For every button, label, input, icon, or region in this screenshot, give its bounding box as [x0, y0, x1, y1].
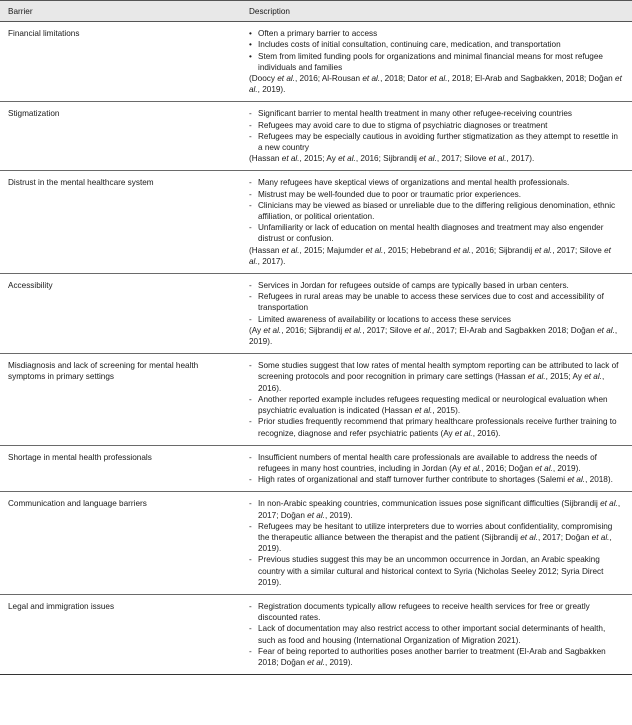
et-al-text: et al. — [584, 372, 602, 382]
text-segment: , 2016; Sijbrandij — [281, 325, 345, 335]
text-segment: , 2017; Silove — [362, 325, 415, 335]
text-segment: , 2017; El-Arab and Sagbakken 2018; Doğan — [431, 325, 598, 335]
text-segment: , 2019). — [257, 85, 286, 95]
description-item — [249, 280, 624, 291]
dash-marker: - — [249, 417, 252, 427]
text-segment: (Hassan — [249, 154, 282, 164]
et-al-text: et al. — [414, 406, 433, 416]
text-segment: , 2015; Hebebrand — [383, 245, 454, 255]
description-item — [249, 108, 624, 119]
et-al-text: et al. — [527, 372, 546, 382]
description-item — [249, 521, 624, 555]
table-row-stigmatization — [0, 102, 632, 171]
et-al-text: et al. — [263, 325, 282, 335]
text-segment: , 2019). — [324, 657, 353, 667]
dash-marker: - — [249, 178, 252, 188]
description-text: Significant barrier to mental health treatment in many other refugee-receiving countries — [258, 109, 573, 119]
barrier-cell: Communication and language barriers — [0, 492, 241, 595]
dash-marker: - — [249, 120, 252, 130]
et-al-text: et al. — [338, 154, 356, 164]
dash-marker: - — [249, 475, 252, 485]
description-text: Services in Jordan for refugees outside of camps are typically based in urban centers. — [258, 281, 569, 291]
text-segment: High rates of organizational and staff turnover further contribute to shortages (Salemi — [258, 475, 568, 485]
text-segment: , 2016). — [258, 372, 605, 393]
et-al-text: et al. — [454, 428, 473, 438]
description-item — [249, 416, 624, 438]
description-cell — [241, 171, 632, 274]
text-segment: , 2015; Majumder — [299, 245, 366, 255]
text-segment: (Hassan — [249, 245, 282, 255]
table-row-shortage-in-mental-health-professionals — [0, 445, 632, 492]
text-segment: , 2016; Doğan — [481, 463, 536, 473]
text-segment: , 2017; Doğan — [258, 499, 621, 520]
et-al-text: et al. — [488, 154, 507, 164]
text-segment: , 2016; Sijbrandij — [355, 154, 420, 164]
barrier-cell: Financial limitations — [0, 22, 241, 102]
table-row-misdiagnosis-and-lack-of-screening-for-mental-health-symptoms-in-primary-settings — [0, 354, 632, 445]
description-list — [249, 108, 624, 153]
description-list — [249, 601, 624, 668]
description-item — [249, 554, 624, 588]
dash-marker: - — [249, 281, 252, 291]
dash-marker: - — [249, 521, 252, 531]
description-text: Refugees may be especially cautious in avoiding further stigmatization as they attempt to resettle in a new country — [258, 131, 618, 153]
description-item — [249, 452, 624, 474]
text-segment: , 2017). — [257, 256, 286, 266]
table-header — [0, 1, 632, 22]
et-al-text: et al. — [307, 657, 325, 667]
et-al-text: et al. — [591, 532, 610, 542]
description-item — [249, 623, 624, 645]
description-item — [249, 474, 624, 485]
description-item — [249, 646, 624, 668]
description-cell — [241, 445, 632, 492]
description-text: Includes costs of initial consultation, continuing care, medication, and transportation — [258, 40, 561, 50]
description-text: Refugees in rural areas may be unable to access these services due to cost and accessibility of transportation — [258, 292, 604, 313]
et-al-text: et al. — [600, 499, 618, 509]
description-list — [249, 28, 624, 73]
description-item — [249, 28, 624, 39]
dash-marker: - — [249, 452, 252, 462]
barrier-cell: Misdiagnosis and lack of screening for mental health symptoms in primary settings — [0, 354, 241, 445]
text-segment: , 2017; Silove — [436, 154, 489, 164]
description-text: Refugees may avoid care to due to stigma of psychiatric diagnoses or treatment — [258, 120, 548, 130]
et-al-text: et al. — [281, 245, 300, 255]
text-segment: , 2019). — [552, 463, 581, 473]
description-list — [249, 452, 624, 486]
et-al-text: et al. — [344, 325, 363, 335]
bullet-marker: • — [249, 51, 252, 61]
description-text: Unfamiliarity or lack of education on mental health diagnoses and treatment may also engender distrust or confusion. — [258, 223, 604, 244]
bullet-marker: • — [249, 40, 252, 50]
text-segment: , 2018; Dator — [380, 74, 430, 84]
description-text: Stem from limited funding pools for organizations and minimal financial means for most refugee individuals and families — [258, 51, 603, 72]
text-segment: , 2019). — [324, 510, 353, 520]
text-segment: , 2016; Sijbrandij — [471, 245, 535, 255]
et-al-text: et al. — [362, 74, 381, 84]
text-segment: , 2015; Ay — [545, 372, 585, 382]
et-al-text: et al. — [307, 510, 325, 520]
dash-marker: - — [249, 314, 252, 324]
description-list — [249, 360, 624, 438]
dash-marker: - — [249, 189, 252, 199]
description-text: Limited awareness of availability or locations to access these services — [258, 314, 512, 324]
description-item — [249, 601, 624, 623]
description-item — [249, 291, 624, 313]
et-al-text: et al. — [249, 245, 611, 266]
dash-marker: - — [249, 292, 252, 302]
citation-text — [249, 245, 624, 267]
description-text: Clinicians may be viewed as biased or unreliable due to the differing religious denomination, ethnic affiliation, or political orientation. — [258, 200, 616, 222]
citation-text — [249, 73, 624, 95]
dash-marker: - — [249, 361, 252, 371]
et-al-text: et al. — [281, 154, 300, 164]
description-cell — [241, 492, 632, 595]
description-item — [249, 51, 624, 73]
text-segment: (Ay — [249, 325, 264, 335]
text-segment: Fear of being reported to authorities poses another barrier to treatment (El-Arab and Sagbakken 2018; Doğan — [258, 646, 606, 667]
citation-text — [249, 325, 624, 347]
text-segment: , 2017; Doğan — [537, 532, 592, 542]
et-al-text: et al. — [249, 74, 622, 95]
description-cell — [241, 274, 632, 354]
header-row — [0, 1, 632, 22]
citation-text — [249, 153, 624, 164]
description-item — [249, 314, 624, 325]
dash-marker: - — [249, 200, 252, 210]
description-text: Mistrust may be well-founded due to poor or traumatic prior experiences. — [258, 189, 522, 199]
dash-marker: - — [249, 109, 252, 119]
et-al-text: et al. — [534, 245, 553, 255]
text-segment: , 2015). — [432, 406, 461, 416]
description-item — [249, 189, 624, 200]
dash-marker: - — [249, 394, 252, 404]
text-segment: , 2015; Ay — [299, 154, 339, 164]
text-segment: , 2016; Al-Rousan — [294, 74, 363, 84]
table-row-legal-and-immigration-issues — [0, 594, 632, 674]
et-al-text: et al. — [567, 475, 586, 485]
text-segment: Previous studies suggest this may be an uncommon occurrence in Jordan, an Arabic speaking country with a similar cultural and historical context to Syria (Nicholas Seeley 2012; Syria Direct 2019). — [258, 555, 604, 587]
text-segment: (Doocy — [249, 74, 278, 84]
dash-marker: - — [249, 646, 252, 656]
description-cell — [241, 594, 632, 674]
et-al-text: et al. — [520, 532, 538, 542]
description-item — [249, 39, 624, 50]
description-item — [249, 360, 624, 394]
text-segment: Some studies suggest that low rates of mental health symptom reporting can be attributed to lack of screening protocols and poor recognition in primary care settings (Hassan — [258, 361, 619, 382]
text-segment: Registration documents typically allow refugees to receive health services for free or greatly discounted rates. — [258, 601, 590, 623]
barrier-cell: Legal and immigration issues — [0, 594, 241, 674]
table-row-distrust-in-the-mental-healthcare-system — [0, 171, 632, 274]
table-body — [0, 22, 632, 675]
description-cell — [241, 22, 632, 102]
text-segment: , 2018). — [585, 475, 613, 485]
dash-marker: - — [249, 624, 252, 634]
et-al-text: et al. — [429, 74, 448, 84]
et-al-text: et al. — [597, 325, 615, 335]
et-al-text: et al. — [535, 463, 553, 473]
et-al-text: et al. — [463, 463, 482, 473]
barrier-cell: Accessibility — [0, 274, 241, 354]
et-al-text: et al. — [365, 245, 384, 255]
text-segment: In non-Arabic speaking countries, communication issues pose significant difficulties (Sijbrandij — [258, 499, 601, 509]
text-segment: , 2019). — [249, 325, 618, 347]
description-item — [249, 177, 624, 188]
barrier-cell: Stigmatization — [0, 102, 241, 171]
text-segment: Refugees may be hesitant to utilize interpreters due to worries about confidentiality, compromising the therapeutic alliance between the therapist and the patient (Sijbrandij — [258, 521, 613, 542]
text-segment: Lack of documentation may also restrict access to other important social determinants of health, such as food and housing (International Organization of Migration 2021). — [258, 624, 606, 645]
dash-marker: - — [249, 131, 252, 141]
et-al-text: et al. — [414, 325, 432, 335]
description-item — [249, 498, 624, 520]
text-segment: Insufficient numbers of mental health care professionals are available to address the needs of refugees in many host countries, including in Jordan (Ay — [258, 452, 597, 473]
bullet-marker: • — [249, 29, 252, 39]
description-item — [249, 200, 624, 222]
table-row-accessibility — [0, 274, 632, 354]
description-item — [249, 120, 624, 131]
text-segment: , 2019). — [258, 532, 612, 554]
et-al-text: et al. — [453, 245, 472, 255]
description-list — [249, 177, 624, 244]
text-segment: Prior studies frequently recommend that primary healthcare professionals receive further training to recognize, diagnose and refer psychiatric patients (Ay — [258, 417, 617, 438]
description-list — [249, 498, 624, 588]
description-list — [249, 280, 624, 325]
barrier-cell: Shortage in mental health professionals — [0, 445, 241, 492]
description-item — [249, 394, 624, 416]
text-segment: , 2017; Silove — [552, 245, 605, 255]
header-description: Description — [241, 1, 632, 22]
description-item — [249, 222, 624, 244]
description-cell — [241, 354, 632, 445]
table-row-communication-and-language-barriers — [0, 492, 632, 595]
header-barrier: Barrier — [0, 1, 241, 22]
dash-marker: - — [249, 223, 252, 233]
text-segment: , 2017). — [506, 154, 535, 164]
et-al-text: et al. — [277, 74, 295, 84]
et-al-text: et al. — [419, 154, 437, 164]
table-row-financial-limitations — [0, 22, 632, 102]
text-segment: Another reported example includes refugees requesting medical or neurological evaluation when psychiatric evaluation is indicated (Hassan — [258, 394, 608, 416]
dash-marker: - — [249, 601, 252, 611]
description-item — [249, 131, 624, 153]
dash-marker: - — [249, 555, 252, 565]
description-text: Often a primary barrier to access — [258, 29, 378, 39]
dash-marker: - — [249, 499, 252, 509]
description-text: Many refugees have skeptical views of organizations and mental health professionals. — [258, 178, 570, 188]
description-cell — [241, 102, 632, 171]
text-segment: , 2018; El-Arab and Sagbakken, 2018; Doğan — [447, 74, 616, 84]
text-segment: , 2016). — [472, 428, 501, 438]
barrier-cell: Distrust in the mental healthcare system — [0, 171, 241, 274]
